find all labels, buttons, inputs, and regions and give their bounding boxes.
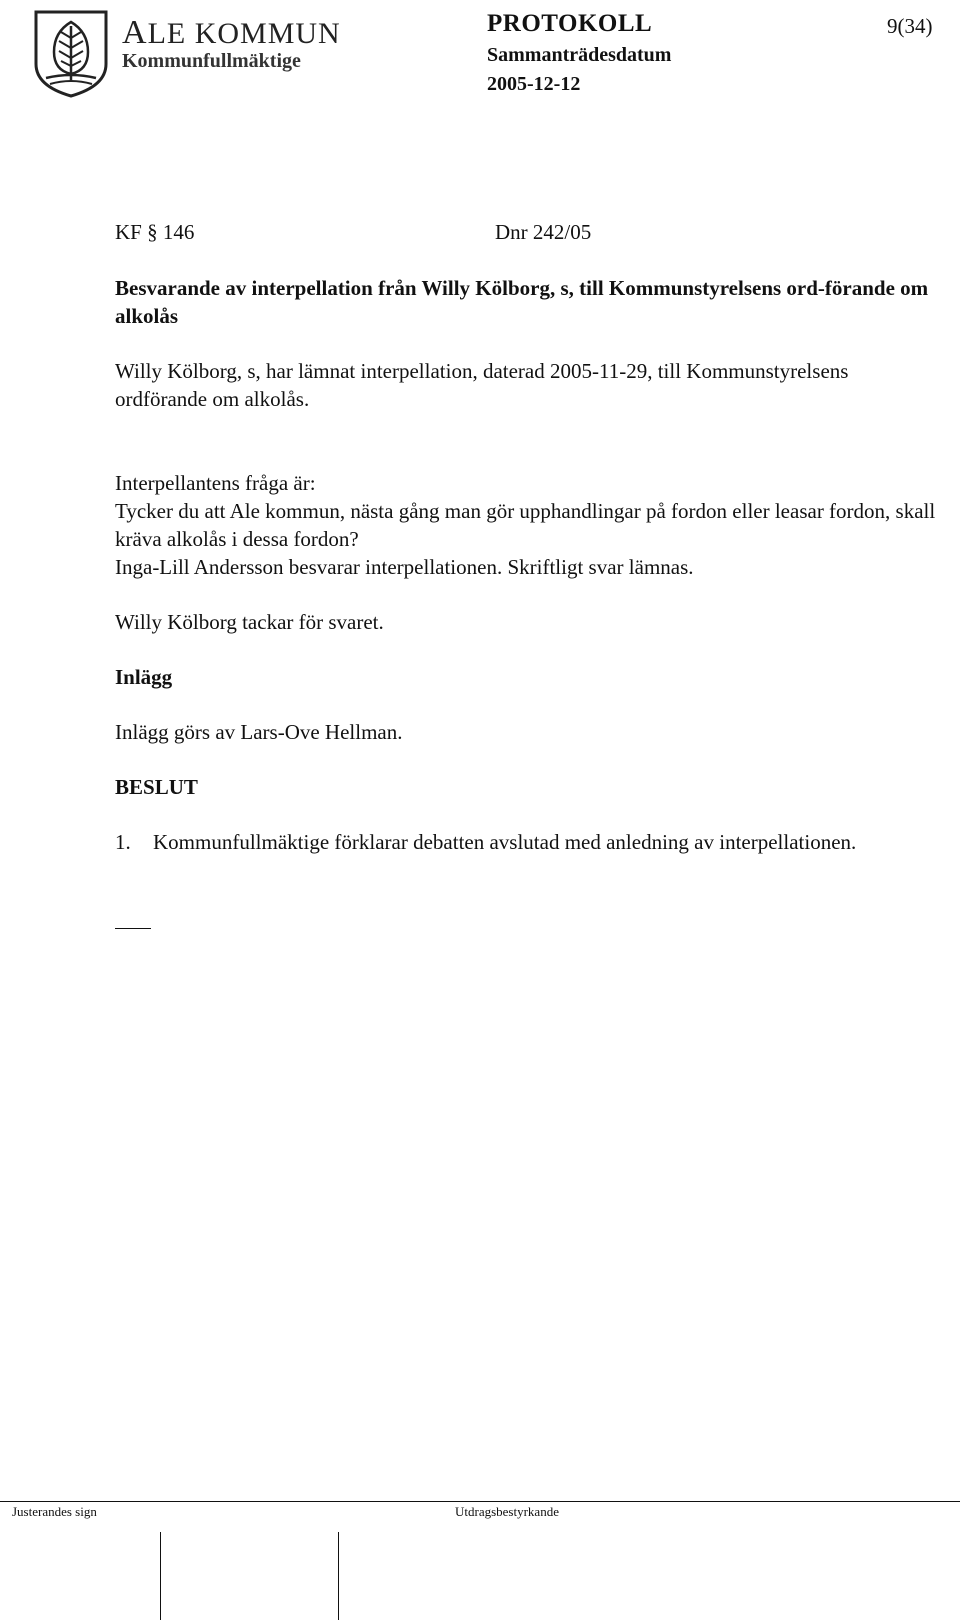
end-of-item-line bbox=[115, 928, 151, 929]
decision-item bbox=[115, 828, 935, 856]
document-title: PROTOKOLL bbox=[487, 10, 653, 37]
section-heading-beslut: BESLUT bbox=[115, 775, 198, 799]
meeting-date-label: Sammanträdesdatum bbox=[487, 44, 672, 66]
meeting-date: 2005-12-12 bbox=[487, 73, 581, 95]
footer-sign-label: Justerandes sign bbox=[12, 1504, 97, 1519]
decision-number: 1. bbox=[115, 830, 131, 854]
page-number: 9(34) bbox=[887, 14, 933, 38]
decision-text: Kommunfullmäktige förklarar debatten avslutad med anledning av interpellationen. bbox=[153, 830, 857, 854]
logo-wordmark: ALE KOMMUN bbox=[122, 14, 341, 51]
section-heading-inlagg: Inlägg bbox=[115, 665, 173, 689]
paragraph-inlagg: Inlägg görs av Lars-Ove Hellman. bbox=[115, 720, 403, 744]
municipality-logo bbox=[30, 6, 112, 98]
logo-subtitle: Kommunfullmäktige bbox=[122, 50, 301, 72]
question-intro: Interpellantens fråga är: bbox=[115, 471, 316, 495]
signature-box-divider bbox=[338, 1532, 339, 1620]
paragraph-question bbox=[115, 469, 945, 553]
question-text: Tycker du att Ale kommun, nästa gång man gör upphandlingar på fordon eller leasar fordon, skall kräva alkolås i dessa fordon? bbox=[115, 499, 936, 551]
paragraph-answer: Inga-Lill Andersson besvarar interpellationen. Skriftligt svar lämnas. bbox=[115, 555, 694, 579]
paragraph-interpellation: Willy Kölborg, s, har lämnat interpellation, daterad 2005-11-29, till Kommunstyrelsens ordförande om alkolås. bbox=[115, 359, 849, 411]
signature-box-divider bbox=[160, 1532, 161, 1620]
case-number: KF § 146 bbox=[115, 220, 195, 244]
item-heading: Besvarande av interpellation från Willy Kölborg, s, till Kommunstyrelsens ord-förande om alkolås bbox=[115, 276, 929, 328]
footer-extract-label: Utdragsbestyrkande bbox=[455, 1504, 559, 1519]
diary-number: Dnr 242/05 bbox=[495, 220, 592, 244]
footer-divider bbox=[0, 1501, 960, 1502]
paragraph-thanks: Willy Kölborg tackar för svaret. bbox=[115, 610, 384, 634]
